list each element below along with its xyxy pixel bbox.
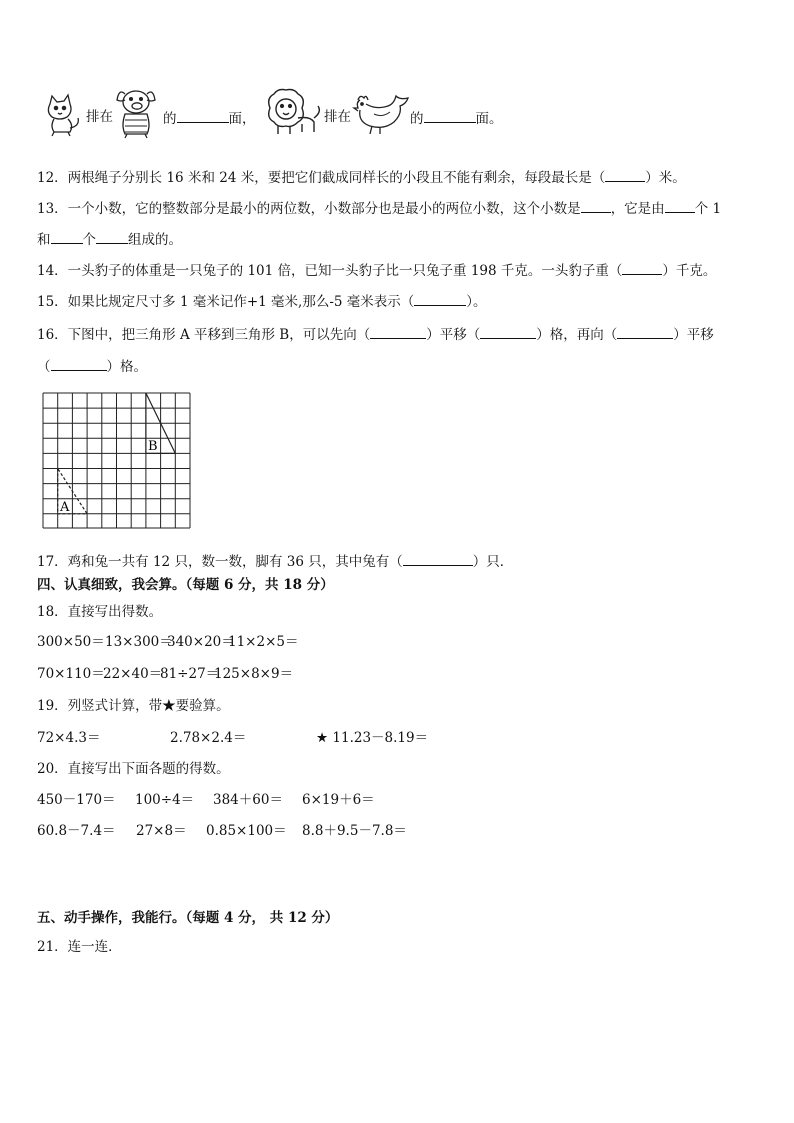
q16-text-b: ）平移（ [426, 327, 481, 343]
q13-text-b: ，它是由 [610, 201, 665, 217]
pig-icon [113, 86, 161, 140]
q14-blank[interactable] [622, 260, 662, 275]
q19-item-2: 2.78×2.4＝ [170, 730, 247, 746]
q11-text-a: 排在 [86, 109, 113, 125]
q20-r1-c1: 450－170＝ [37, 792, 116, 808]
q13-blank-4[interactable] [96, 229, 128, 244]
q16-blank-2[interactable] [480, 324, 536, 339]
q19-title: 19．列竖式计算，带★要验算。 [37, 698, 230, 714]
q13-text-e: 个 [82, 232, 96, 248]
hen-icon [350, 92, 412, 136]
q18-r2-c3: 81÷27＝ [160, 666, 220, 682]
q19-item-3: ★ 11.23－8.19＝ [316, 730, 429, 746]
q18-title: 18．直接写出得数。 [37, 604, 163, 620]
q12-line [37, 167, 686, 187]
q17-line [37, 551, 513, 571]
q20-r1-c2: 100÷4＝ [135, 792, 195, 808]
q19-item-1: 72×4.3＝ [37, 730, 101, 746]
q13-line-2 [37, 229, 182, 249]
label-b: B [148, 439, 158, 454]
q16-blank-3[interactable] [617, 324, 673, 339]
q13-blank-1[interactable] [581, 198, 611, 213]
translation-grid [42, 392, 192, 530]
q16-line-1 [37, 324, 714, 344]
q11-mian-b: 面。 [475, 111, 503, 127]
q11-blank-1[interactable] [177, 108, 229, 123]
section-4-title: 四、认真细致，我会算。（每题 6 分，共 18 分） [37, 577, 334, 593]
q16-text-e: （ [37, 359, 51, 375]
q14-line [37, 260, 716, 280]
q11-de-b: 的 [410, 111, 424, 127]
q11-text-b [163, 108, 256, 128]
q13-text-f: 组成的。 [128, 232, 182, 248]
q15-line [37, 291, 487, 311]
q20-r2-c2: 27×8＝ [136, 823, 187, 839]
q21-title: 21．连一连． [37, 939, 122, 955]
q15-text: 15．如果比规定尺寸多 1 毫米记作+1 毫米,那么-5 毫米表示（ [37, 294, 415, 310]
q15-end: ）。 [466, 294, 487, 310]
q11-mian-a: 面， [228, 111, 256, 127]
q12-text: 12．两根绳子分别长 16 米和 24 米，要把它们截成同样长的小段且不能有剩余，每段最长是（ [37, 170, 606, 186]
q16-blank-1[interactable] [370, 324, 426, 339]
section-5-title: 五、动手操作，我能行。（每题 4 分， 共 12 分） [37, 910, 339, 926]
q14-unit: ）千克。 [662, 263, 717, 279]
q20-r1-c4: 6×19＋6＝ [302, 792, 375, 808]
q16-text-c: ）格，再向（ [536, 327, 618, 343]
q16-text-a: 16．下图中，把三角形 A 平移到三角形 B，可以先向（ [37, 327, 371, 343]
q18-r1-c1: 300×50＝ [37, 634, 105, 650]
q14-text: 14．一头豹子的体重是一只兔子的 101 倍，已知一头豹子比一只兔子重 198 千克。一头豹子重（ [37, 263, 623, 279]
q13-line-1 [37, 198, 721, 218]
q15-blank[interactable] [414, 291, 466, 306]
q20-r1-c3: 384＋60＝ [213, 792, 283, 808]
q20-r2-c1: 60.8－7.4＝ [37, 823, 116, 839]
q13-text-c: 个 1 [694, 201, 722, 217]
q18-r1-c4: 11×2×5＝ [228, 634, 299, 650]
label-a: A [60, 500, 70, 515]
q16-text-f: ）格。 [106, 359, 147, 375]
q18-r2-c2: 22×40＝ [103, 666, 163, 682]
q13-blank-3[interactable] [51, 229, 83, 244]
q11-blank-2[interactable] [424, 108, 476, 123]
q16-line-2 [37, 356, 147, 376]
lion-icon [262, 88, 324, 138]
q20-title: 20．直接写出下面各题的得数。 [37, 761, 230, 777]
q11-text-d [410, 108, 503, 128]
q13-blank-2[interactable] [665, 198, 695, 213]
q18-r1-c3: 340×20＝ [167, 634, 235, 650]
q13-text-d: 和 [37, 232, 51, 248]
cat-icon [40, 92, 86, 138]
q18-r1-c2: 13×300＝ [105, 634, 173, 650]
q12-blank[interactable] [605, 167, 645, 182]
q16-blank-4[interactable] [51, 356, 107, 371]
q16-text-d: ）平移 [673, 327, 714, 343]
q17-text: 17．鸡和兔一共有 12 只，数一数，脚有 36 只，其中兔有（ [37, 554, 403, 570]
q20-r2-c4: 8.8＋9.5－7.8＝ [302, 823, 407, 839]
q11-text-c: 排在 [324, 109, 351, 125]
q20-r2-c3: 0.85×100＝ [206, 823, 287, 839]
q13-text-a: 13．一个小数，它的整数部分是最小的两位数，小数部分也是最小的两位小数，这个小数是 [37, 201, 581, 217]
q17-unit: ）只． [472, 554, 514, 570]
q18-r2-c4: 125×8×9＝ [214, 666, 294, 682]
q12-unit: ）米。 [645, 170, 686, 186]
q11-de-a: 的 [163, 111, 177, 127]
q17-blank[interactable] [403, 551, 473, 566]
q18-r2-c1: 70×110＝ [37, 666, 105, 682]
